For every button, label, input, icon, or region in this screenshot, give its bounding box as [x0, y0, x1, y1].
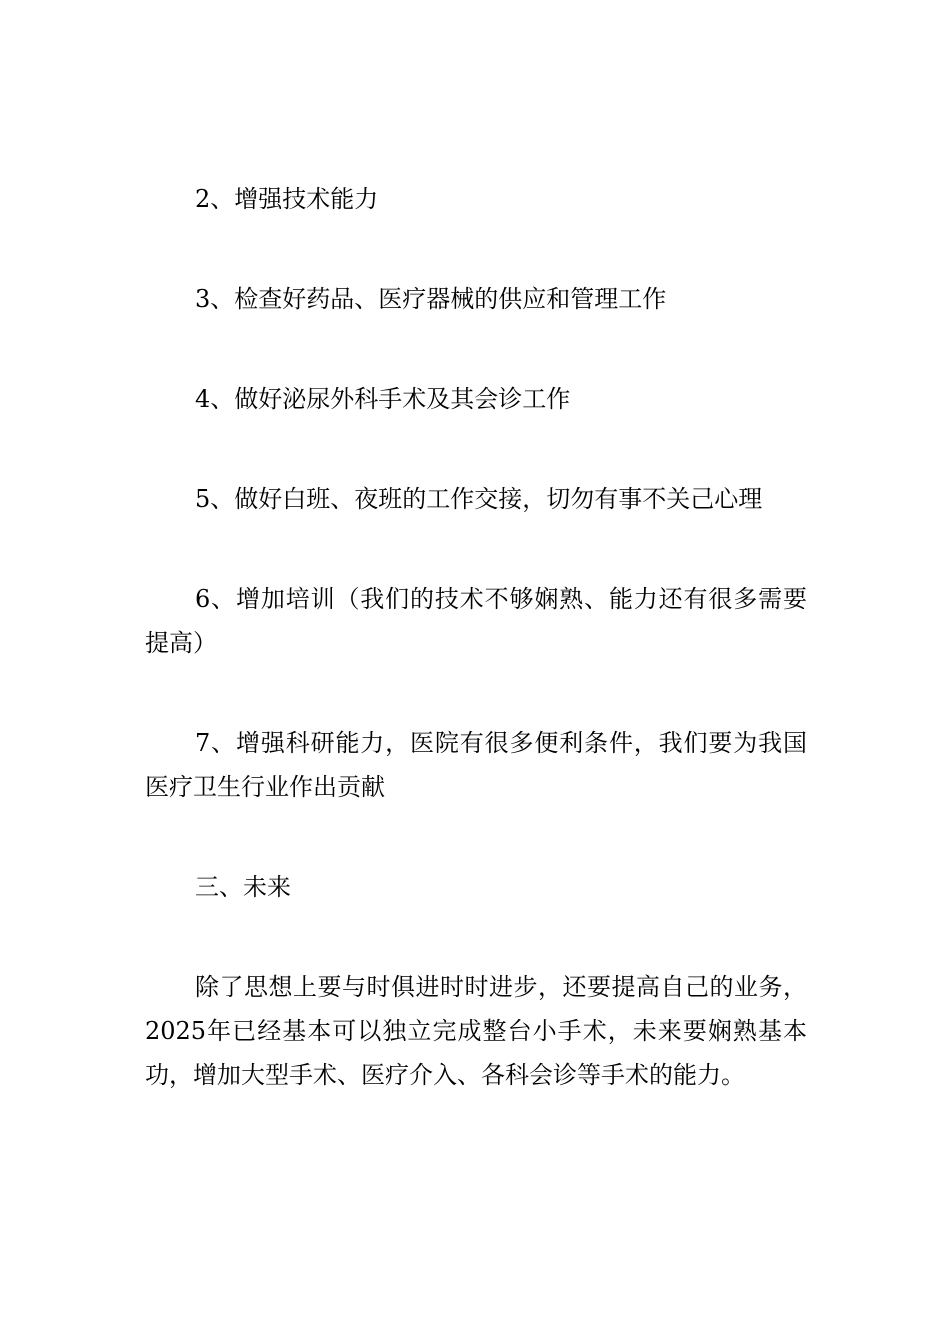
section-heading: 三、未来	[195, 873, 291, 901]
list-item-7: 7、增强科研能力，医院有很多便利条件，我们要为我国医疗卫生行业作出贡献	[145, 729, 807, 801]
list-item-6: 6、增加培训（我们的技术不够娴熟、能力还有很多需要提高）	[145, 585, 807, 657]
document-body	[145, 177, 807, 1097]
list-item-4: 4、做好泌尿外科手术及其会诊工作	[195, 385, 571, 413]
list-item-5: 5、做好白班、夜班的工作交接，切勿有事不关己心理	[195, 485, 763, 513]
closing-paragraph: 除了思想上要与时俱进时时进步，还要提高自己的业务，2025年已经基本可以独立完成整台小手术，未来要娴熟基本功，增加大型手术、医疗介入、各科会诊等手术的能力。	[145, 973, 807, 1089]
list-item-3: 3、检查好药品、医疗器械的供应和管理工作	[195, 285, 667, 313]
list-item-2: 2、增强技术能力	[195, 185, 379, 213]
